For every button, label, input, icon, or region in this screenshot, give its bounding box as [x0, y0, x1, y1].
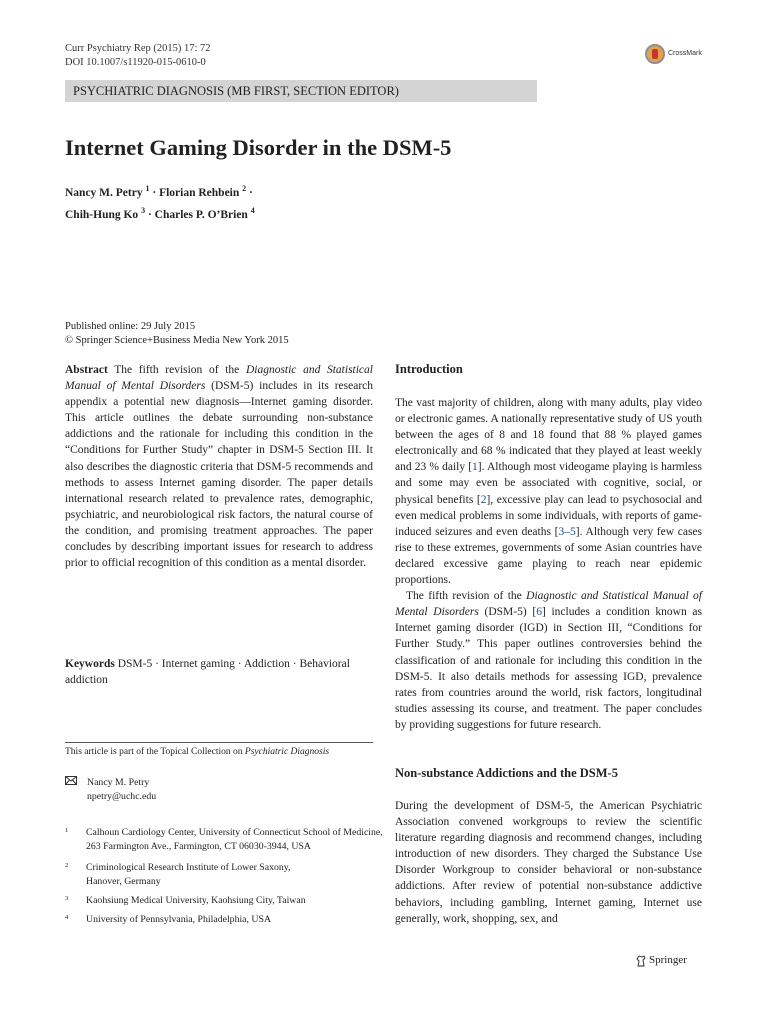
keywords-label: Keywords	[65, 658, 115, 670]
paragraph: During the development of DSM-5, the American Psychiatric Association convened workgroups to review the scientific literature regarding diagnosis and recommend changes, including introduction of new disorders. They charged the Substance Use Disorder Workgroup to consider behavioral or non-substance addictions. After review of potential non-substance addictive behaviors, including gambling, Internet gaming, Internet use generally, work, shopping, sex, and	[395, 800, 702, 925]
affiliation-number: 4	[65, 914, 69, 921]
author-affil-sup: 4	[250, 205, 255, 215]
citation-link[interactable]: 6	[536, 606, 542, 619]
affiliation-item	[65, 913, 385, 927]
affiliation-text: Calhoun Cardiology Center, University of Connecticut School of Medicine, 263 Farmington Ave., Farmington, CT 06030-3944, USA	[86, 827, 383, 852]
introduction-body	[395, 395, 702, 733]
citation-link[interactable]: 1	[472, 461, 478, 474]
author-affil-sup: 2	[242, 184, 247, 193]
keywords	[65, 656, 373, 688]
author-list	[65, 180, 255, 224]
article-title: Internet Gaming Disorder in the DSM-5	[65, 135, 452, 160]
section-heading-introduction: Introduction	[395, 362, 463, 376]
section-banner: PSYCHIATRIC DIAGNOSIS (MB FIRST, SECTION EDITOR)	[65, 80, 537, 102]
abstract-text-italic: Diagnostic and Statistical Manual of Mental Disorders	[65, 364, 373, 393]
abstract-label: Abstract	[65, 364, 108, 376]
topical-collection-link[interactable]: Psychiatric Diagnosis	[244, 747, 330, 757]
affiliation-number: 1	[65, 827, 69, 834]
affiliation-text: University of Pennsylvania, Philadelphia, USA	[86, 914, 272, 925]
abstract-text: (DSM-5) includes in its research appendix a potential new diagnosis—Internet gaming disorder. This article outlines the debate surrounding non-substance addictions and the rationale for including this condition in the “Conditions for Further Study” chapter in DSM-5 Section III. It also describes the diagnostic criteria that DSM-5 recommends and methods to assess Internet gaming disorder. The paper details international research related to prevalence rates, demographic, psychiatric, and neurobiological risk factors, the natural course of the condition, and promising treatment approaches. The paper concludes by describing important issues for research to address prior to official recognition of this condition as a mental disorder.	[65, 380, 374, 570]
crossmark-label: CrossMark	[668, 50, 702, 57]
author-name[interactable]: Charles P. O’Brien	[154, 208, 248, 221]
contact-email[interactable]: npetry@uchc.edu	[87, 791, 157, 802]
journal-citation	[65, 42, 211, 70]
affiliation-number: 2	[65, 862, 69, 869]
copyright-line: © Springer Science+Business Media New York 2015	[65, 335, 289, 346]
published-date: Published online: 29 July 2015	[65, 321, 196, 332]
author-separator: ·	[249, 186, 253, 199]
springer-horse-icon	[636, 955, 646, 967]
journal-line: Curr Psychiatry Rep (2015) 17: 72	[65, 43, 211, 54]
abstract	[65, 362, 373, 571]
non-substance-body	[395, 798, 702, 927]
author-separator: ·	[147, 208, 155, 221]
corresponding-author	[65, 776, 156, 804]
contact-name: Nancy M. Petry	[87, 777, 150, 788]
author-name[interactable]: Nancy M. Petry	[65, 186, 143, 199]
envelope-icon	[65, 776, 77, 785]
paragraph: The vast majority of children, along with many adults, play video or electronic games. A nationally representative study of US youth between the ages of 8 and 18 found that 88 % played games electronically and 68 % indicated that they played at least weekly and 23 % daily [1]. Although most videogame playing is harmless and some may even be associated with cognitive, social, or physical benefits [2], excessive play can lead to psychosocial and even medical problems in some individuals, with reports of game-induced seizures and even deaths [3–5]. Although very few cases rise to these extremes, governments of some Asian countries have declared excessive game playing to reach near epidemic proportions.	[395, 397, 702, 587]
divider	[65, 742, 373, 743]
abstract-text: The fifth revision of the	[107, 364, 246, 376]
citation-link[interactable]: 2	[480, 493, 487, 506]
keywords-text: DSM-5 · Internet gaming · Addiction · Behavioral addiction	[65, 658, 350, 687]
author-separator: ·	[152, 186, 160, 199]
affiliation-item	[65, 894, 385, 908]
citation-link[interactable]: 3–5	[558, 525, 576, 538]
affiliation-text: Criminological Research Institute of Lower Saxony, Hanover, Germany	[86, 862, 291, 887]
paragraph: The fifth revision of the Diagnostic and Statistical Manual of Mental Disorders (DSM-5) [6] includes a condition known as Internet gaming disorder (IGD) in Section III, “Conditions for Further Study.” This paper outlines controversies behind the classification of and rationale for including this condition in the DSM-5. It also details methods for assessing IGD, prevalence rates from countries around the world, risk factors, longitudinal studies assessing its course, and treatment. The paper concludes by providing suggestions for future research.	[395, 590, 702, 731]
affiliation-number: 3	[65, 895, 69, 902]
springer-logo	[636, 954, 706, 968]
affiliation-text: Kaohsiung Medical University, Kaohsiung City, Taiwan	[86, 895, 306, 906]
doi-line[interactable]: DOI 10.1007/s11920-015-0610-0	[65, 57, 206, 68]
section-heading-non-substance: Non-substance Addictions and the DSM-5	[395, 766, 618, 780]
affiliation-item	[65, 826, 385, 854]
author-name[interactable]: Chih-Hung Ko	[65, 208, 139, 221]
crossmark-badge[interactable]	[645, 44, 705, 66]
author-affil-sup: 1	[145, 184, 150, 193]
author-name[interactable]: Florian Rehbein	[159, 186, 240, 199]
publication-info	[65, 320, 289, 348]
publisher-name: Springer	[649, 954, 687, 966]
affiliation-item	[65, 861, 385, 889]
crossmark-icon	[645, 44, 665, 64]
topical-collection-note: This article is part of the Topical Collection on Psychiatric Diagnosis	[65, 747, 330, 757]
author-affil-sup: 3	[141, 205, 146, 215]
